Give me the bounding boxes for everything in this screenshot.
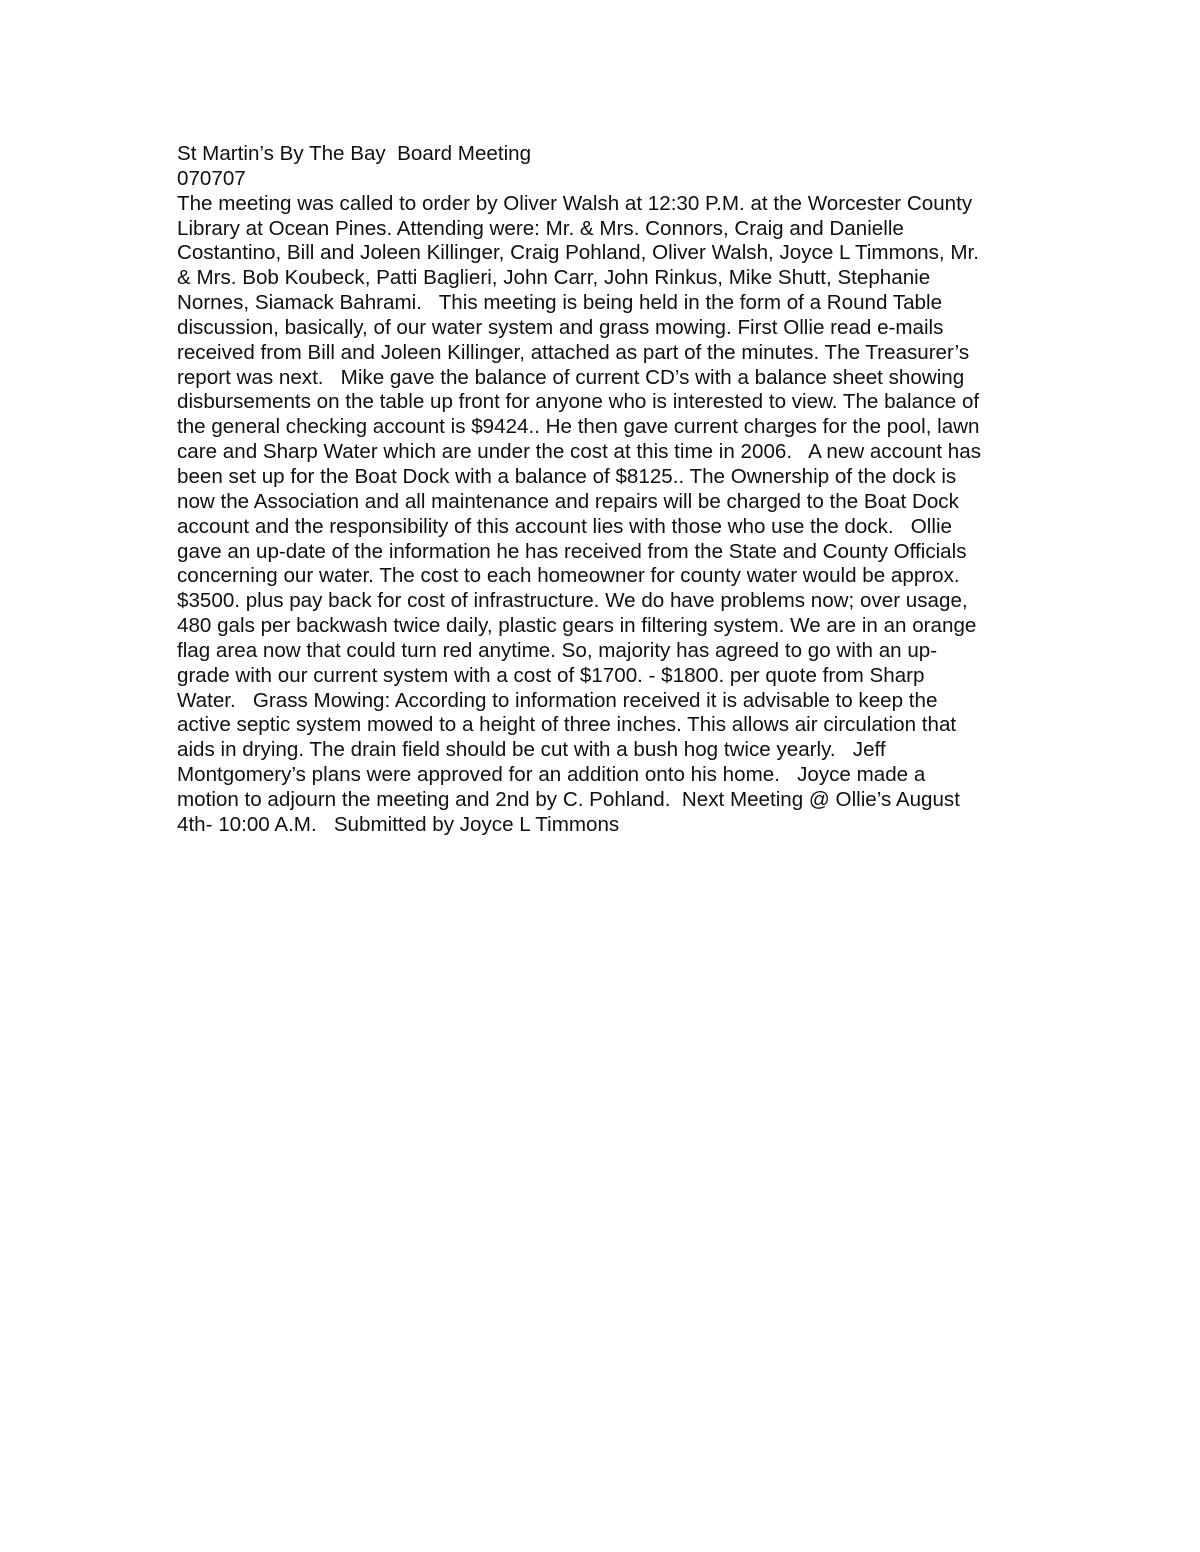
body-line: now the Association and all maintenance and repairs will be charged to the Boat Dock [177, 489, 959, 513]
body-line: The meeting was called to order by Oliver Walsh at 12:30 P.M. at the Worcester County [177, 191, 973, 215]
minutes-text [177, 142, 1037, 838]
body-line: report was next. Mike gave the balance of current CD’s with a balance sheet showing [177, 365, 965, 389]
body-line: Water. Grass Mowing: According to information received it is advisable to keep the [177, 688, 938, 712]
body-line: been set up for the Boat Dock with a balance of $8125.. The Ownership of the dock is [177, 464, 957, 488]
body-line: Nornes, Siamack Bahrami. This meeting is being held in the form of a Round Table [177, 291, 943, 315]
body-line: active septic system mowed to a height of three inches. This allows air circulation that [177, 713, 957, 737]
document-title: St Martin’s By The Bay Board Meeting [177, 142, 532, 165]
body-line: Library at Ocean Pines. Attending were: Mr. & Mrs. Connors, Craig and Danielle [177, 216, 904, 240]
body-line: care and Sharp Water which are under the cost at this time in 2006. A new account has [177, 440, 981, 464]
body-line: gave an up-date of the information he has received from the State and County Officials [177, 539, 967, 563]
body-line: & Mrs. Bob Koubeck, Patti Baglieri, John Carr, John Rinkus, Mike Shutt, Stephanie [177, 266, 931, 290]
body-line: disbursements on the table up front for anyone who is interested to view. The balance of [177, 390, 980, 414]
body-line: Montgomery’s plans were approved for an addition onto his home. Joyce made a [177, 763, 926, 787]
body-line: concerning our water. The cost to each homeowner for county water would be approx. [177, 564, 960, 588]
body-line: motion to adjourn the meeting and 2nd by C. Pohland. Next Meeting @ Ollie’s August [177, 787, 960, 811]
body-line: Costantino, Bill and Joleen Killinger, Craig Pohland, Oliver Walsh, Joyce L Timmons, Mr. [177, 241, 979, 265]
body-line: the general checking account is $9424.. He then gave current charges for the pool, lawn [177, 415, 980, 439]
date-code: 070707 [177, 166, 246, 190]
body-line: received from Bill and Joleen Killinger, attached as part of the minutes. The Treasurer’s [177, 340, 970, 364]
body-line: $3500. plus pay back for cost of infrastructure. We do have problems now; over usage, [177, 589, 968, 613]
body-line: 4th- 10:00 A.M. Submitted by Joyce L Timmons [177, 812, 620, 836]
body-line: aids in drying. The drain field should be cut with a bush hog twice yearly. Jeff [177, 738, 886, 762]
body-line: account and the responsibility of this account lies with those who use the dock. Ollie [177, 514, 952, 538]
body-line: flag area now that could turn red anytime. So, majority has agreed to go with an up- [177, 638, 938, 662]
body-line: 480 gals per backwash twice daily, plastic gears in filtering system. We are in an orange [177, 614, 977, 638]
body-line: discussion, basically, of our water system and grass mowing. First Ollie read e-mails [177, 315, 944, 339]
body-line: grade with our current system with a cost of $1700. - $1800. per quote from Sharp [177, 663, 925, 687]
